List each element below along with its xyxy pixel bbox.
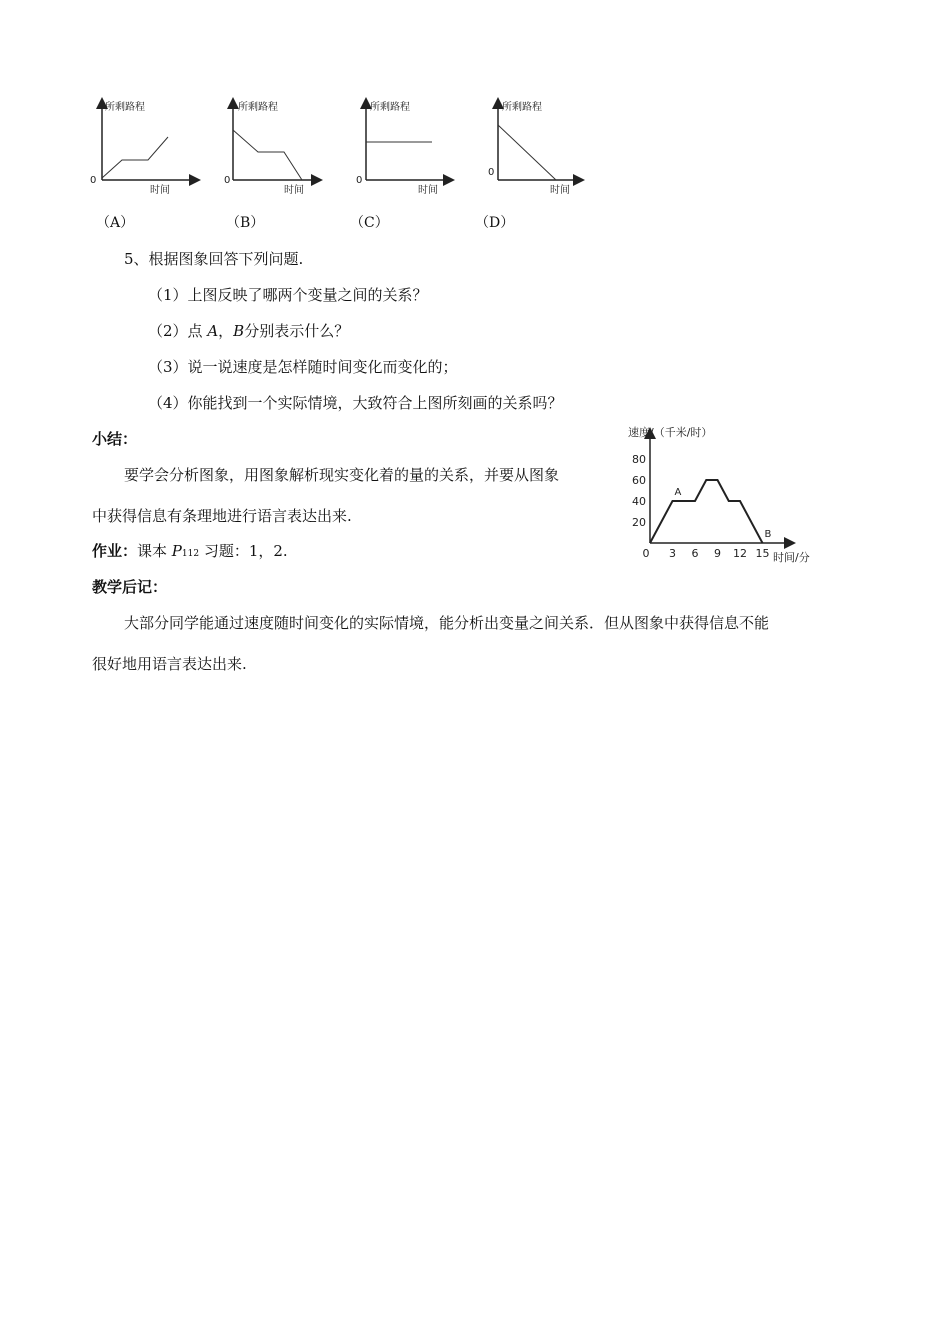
question-5-intro: 5、根据图象回答下列问题.: [124, 250, 304, 268]
homework-text-after: 习题：1，2.: [199, 542, 288, 560]
summary-line-1: 要学会分析图象，用图象解析现实变化着的量的关系，并要从图象: [124, 466, 560, 484]
mini-graph-y-label: 所剩路程: [370, 102, 410, 113]
homework-page-letter: P: [171, 542, 182, 560]
summary-heading: 小结：: [92, 430, 138, 448]
mini-graph-a-curve: [102, 137, 168, 178]
postscript-heading: 教学后记：: [92, 578, 168, 596]
chart-x-tick-label: 6: [691, 547, 699, 560]
mini-graph-b: [224, 100, 320, 196]
postscript-line-1: 大部分同学能通过速度随时间变化的实际情境，能分析出变量之间关系．但从图象中获得信息不能: [124, 614, 770, 632]
mini-graph-x-label: 时间: [284, 185, 304, 196]
q5-item2-text: （2）点: [148, 322, 208, 340]
mini-graph-x-label: 时间: [418, 185, 438, 196]
mini-graph-y-label: 所剩路程: [105, 102, 145, 113]
mini-graph-y-label: 所剩路程: [238, 102, 278, 113]
point-b-label: B: [233, 322, 245, 340]
mini-graph-origin: 0: [488, 167, 495, 178]
point-a-label: A: [207, 322, 219, 340]
mini-graph-x-label: 时间: [550, 185, 570, 196]
chart-x-tick-label: 9: [714, 547, 721, 560]
chart-series-line: [650, 480, 763, 543]
homework-line: [92, 540, 288, 561]
chart-y-tick-label: 40: [632, 495, 646, 508]
chart-x-tick-label: 12: [733, 547, 747, 560]
mini-graph-a: [90, 100, 198, 196]
question-5-item-3: （3）说一说速度是怎样随时间变化而变化的；: [148, 358, 458, 376]
chart-origin-label: 0: [642, 547, 650, 560]
mini-graph-d-curve: [498, 125, 556, 180]
question-5-item-4: （4）你能找到一个实际情境，大致符合上图所刻画的关系吗？: [148, 394, 563, 412]
chart-y-tick-label: 80: [632, 453, 646, 466]
q5-item2-rest: 分别表示什么？: [244, 322, 350, 340]
mini-graph-y-label: 所剩路程: [502, 102, 542, 113]
q5-item2-comma: ，: [218, 322, 234, 340]
chart-y-axis-label: 速度/（千米/时）: [628, 426, 713, 439]
option-label-b: （B）: [226, 215, 265, 231]
homework-text-before: 课本: [137, 542, 172, 560]
option-label-c: （C）: [350, 215, 389, 231]
chart-y-tick-label: 20: [632, 516, 646, 529]
mini-graph-origin: 0: [224, 175, 231, 186]
option-label-a: （A）: [96, 215, 135, 231]
mini-graph-c: [356, 100, 452, 196]
chart-x-tick-label: 3: [669, 547, 676, 560]
homework-page-number: 112: [181, 549, 200, 559]
postscript-line-2: 很好地用语言表达出来.: [92, 655, 247, 673]
chart-x-tick-label: 15: [755, 547, 770, 560]
option-label-d: （D）: [475, 215, 515, 231]
summary-line-2: 中获得信息有条理地进行语言表达出来.: [92, 507, 352, 525]
mini-graph-x-label: 时间: [150, 185, 170, 196]
mini-graph-origin: 0: [356, 175, 363, 186]
mini-graph-origin: 0: [90, 175, 97, 186]
chart-point-label: B: [764, 529, 772, 540]
chart-y-tick-label: 60: [632, 474, 646, 487]
mini-graph-d: [488, 100, 582, 196]
question-5-item-1: （1）上图反映了哪两个变量之间的关系？: [148, 286, 428, 304]
chart-point-label: A: [674, 487, 682, 498]
mini-graph-b-curve: [233, 130, 302, 180]
question-5-item-2: [148, 320, 349, 341]
homework-heading: 作业：: [92, 542, 138, 560]
chart-x-axis-label: 时间/分: [773, 551, 810, 564]
speed-time-chart: [620, 418, 820, 578]
